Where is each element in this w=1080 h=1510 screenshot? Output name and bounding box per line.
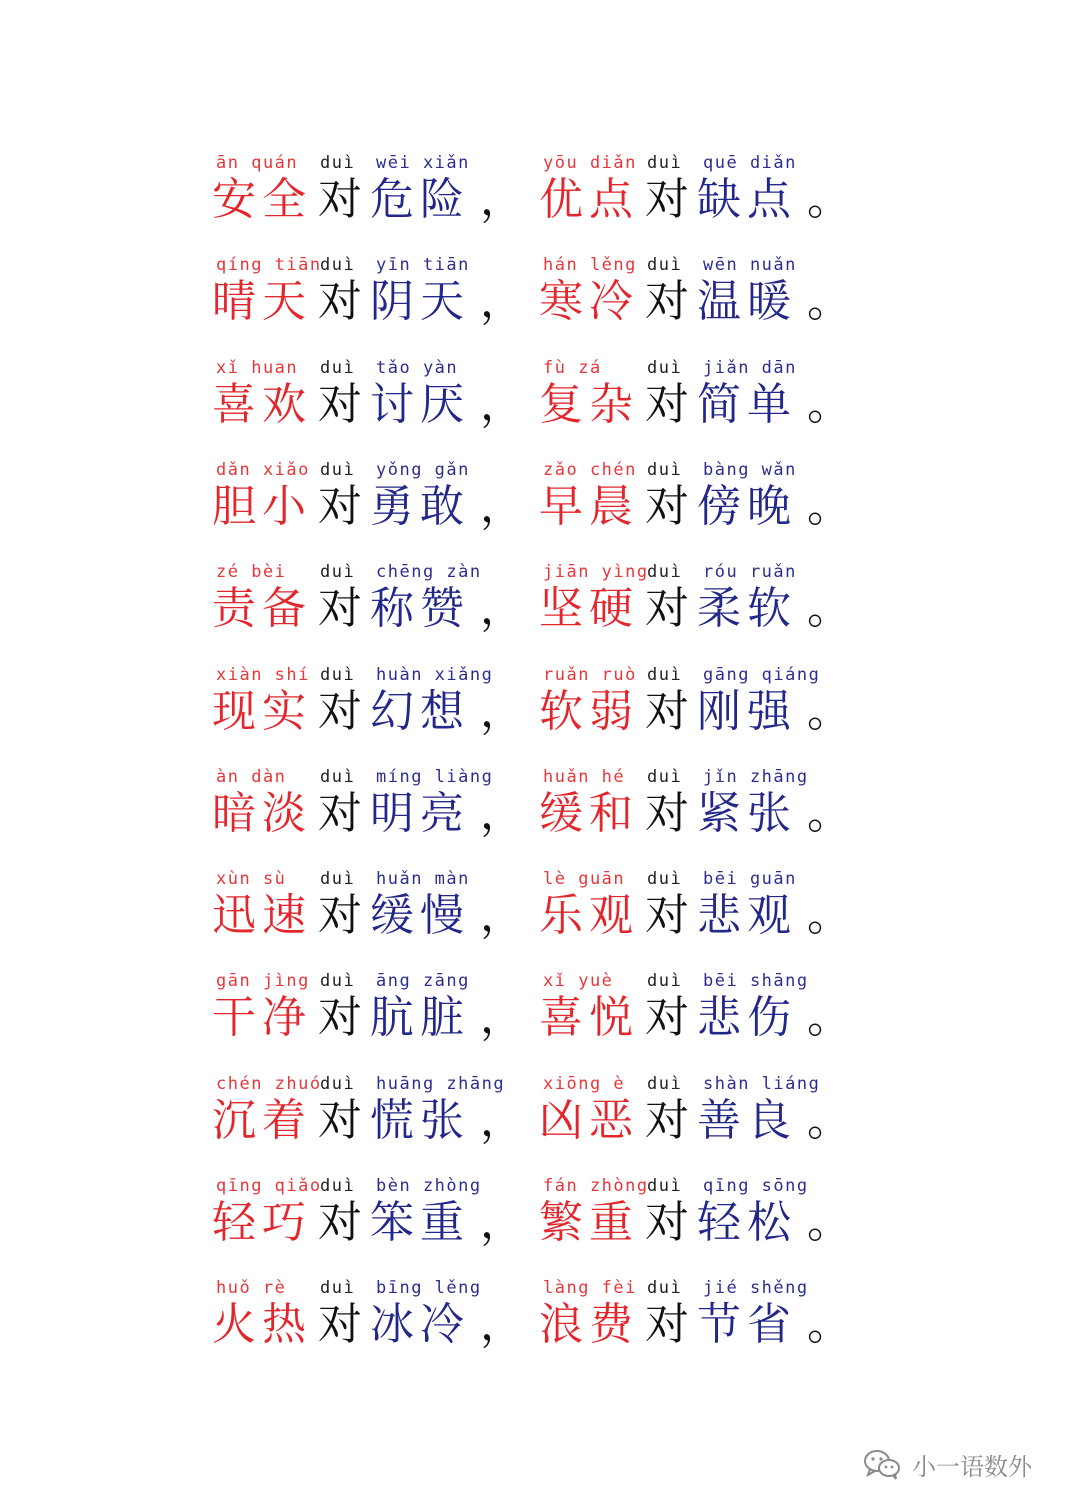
word-a: 软弱 [539,686,639,737]
antonym-pair-left [210,459,530,539]
dui-char: 对 [645,686,695,737]
pinyin-word-b: míng liàng [376,767,494,787]
dui-char: 对 [645,890,695,941]
antonym-row [210,1175,870,1255]
pinyin-word-b: jǐn zhāng [703,767,809,787]
dui-char: 对 [645,1299,695,1350]
word-a: 喜悦 [539,992,639,1043]
punctuation: ， [480,276,530,327]
dui-char: 对 [318,583,368,634]
pinyin-word-a: yōu diǎn [543,153,637,173]
pinyin-word-a: fán zhòng [543,1176,649,1196]
word-a: 责备 [212,583,312,634]
word-b: 勇敢 [370,481,470,532]
antonym-pair-left [210,152,530,232]
antonym-pair-right [537,1277,857,1357]
dui-char: 对 [318,1299,368,1350]
pinyin-word-a: hán lěng [543,255,637,275]
antonym-pair-left [210,664,530,744]
dui-char: 对 [318,788,368,839]
word-b: 幻想 [370,686,470,737]
watermark [862,1446,1032,1482]
pinyin-word-a: làng fèi [543,1278,637,1298]
pinyin-word-a: xǐ yuè [543,971,614,991]
antonym-pair-right [537,970,857,1050]
punctuation: 。 [807,890,857,941]
pinyin-dui: duì [320,562,356,582]
dui-char: 对 [645,1095,695,1146]
word-a: 喜欢 [212,379,312,430]
antonym-pair-right [537,152,857,232]
pinyin-word-b: huàn xiǎng [376,665,494,685]
dui-char: 对 [318,1095,368,1146]
antonym-pair-right [537,254,857,334]
punctuation: ， [480,583,530,634]
word-b: 肮脏 [370,992,470,1043]
pinyin-word-a: zǎo chén [543,460,637,480]
punctuation: 。 [807,1197,857,1248]
punctuation: 。 [807,583,857,634]
antonym-pair-right [537,664,857,744]
dui-char: 对 [645,583,695,634]
word-b: 刚强 [697,686,797,737]
dui-char: 对 [645,992,695,1043]
word-a: 繁重 [539,1197,639,1248]
pinyin-word-a: huǒ rè [216,1278,287,1298]
punctuation: 。 [807,481,857,532]
pinyin-word-b: huāng zhāng [376,1074,506,1094]
dui-char: 对 [318,1197,368,1248]
word-b: 缓慢 [370,890,470,941]
punctuation: 。 [807,276,857,327]
word-a: 坚硬 [539,583,639,634]
antonym-row [210,1073,870,1153]
antonym-pair-right [537,1175,857,1255]
pinyin-word-b: jié shěng [703,1278,809,1298]
punctuation: 。 [807,1299,857,1350]
word-a: 胆小 [212,481,312,532]
antonym-pair-left [210,561,530,641]
pinyin-word-a: xiōng è [543,1074,626,1094]
antonym-row [210,561,870,641]
punctuation: ， [480,174,530,225]
antonym-pair-right [537,561,857,641]
pinyin-dui: duì [320,153,356,173]
word-a: 干净 [212,992,312,1043]
punctuation: 。 [807,992,857,1043]
dui-char: 对 [645,788,695,839]
word-a: 晴天 [212,276,312,327]
dui-char: 对 [645,276,695,327]
pinyin-dui: duì [647,1074,683,1094]
dui-char: 对 [645,481,695,532]
antonym-row [210,1277,870,1357]
pinyin-dui: duì [320,971,356,991]
pinyin-word-a: jiān yìng [543,562,649,582]
pinyin-word-b: chēng zàn [376,562,482,582]
pinyin-word-a: chén zhuó [216,1074,322,1094]
word-b: 悲伤 [697,992,797,1043]
pinyin-word-a: huǎn hé [543,767,626,787]
word-b: 紧张 [697,788,797,839]
pinyin-word-b: qīng sōng [703,1176,809,1196]
antonym-pair-left [210,1073,530,1153]
punctuation: 。 [807,788,857,839]
punctuation: 。 [807,686,857,737]
pinyin-word-b: bèn zhòng [376,1176,482,1196]
antonym-pair-left [210,970,530,1050]
word-a: 优点 [539,174,639,225]
word-a: 火热 [212,1299,312,1350]
pinyin-dui: duì [647,767,683,787]
antonym-row [210,254,870,334]
antonym-row [210,152,870,232]
pinyin-dui: duì [320,255,356,275]
punctuation: ， [480,1197,530,1248]
word-b: 讨厌 [370,379,470,430]
pinyin-dui: duì [320,869,356,889]
punctuation: ， [480,992,530,1043]
pinyin-word-b: wēn nuǎn [703,255,797,275]
pinyin-word-a: qīng qiǎo [216,1176,322,1196]
pinyin-word-b: wēi xiǎn [376,153,470,173]
punctuation: 。 [807,379,857,430]
word-a: 沉着 [212,1095,312,1146]
punctuation: ， [480,890,530,941]
word-b: 简单 [697,379,797,430]
antonym-pair-left [210,1277,530,1357]
word-b: 称赞 [370,583,470,634]
word-b: 傍晚 [697,481,797,532]
pinyin-word-a: dǎn xiǎo [216,460,310,480]
word-a: 寒冷 [539,276,639,327]
pinyin-word-a: xùn sù [216,869,287,889]
pinyin-dui: duì [647,153,683,173]
pinyin-word-b: quē diǎn [703,153,797,173]
pinyin-word-b: yǒng gǎn [376,460,470,480]
word-b: 阴天 [370,276,470,327]
punctuation: ， [480,1095,530,1146]
word-a: 缓和 [539,788,639,839]
pinyin-word-a: àn dàn [216,767,287,787]
antonym-pair-right [537,766,857,846]
punctuation: ， [480,379,530,430]
pinyin-dui: duì [647,562,683,582]
pinyin-word-a: xǐ huan [216,358,299,378]
antonym-pair-left [210,254,530,334]
antonym-row [210,459,870,539]
word-b: 善良 [697,1095,797,1146]
antonym-pair-right [537,1073,857,1153]
word-a: 复杂 [539,379,639,430]
word-a: 现实 [212,686,312,737]
antonym-pair-right [537,459,857,539]
word-b: 危险 [370,174,470,225]
antonym-row [210,664,870,744]
dui-char: 对 [318,174,368,225]
pinyin-dui: duì [320,767,356,787]
wechat-icon [862,1448,902,1480]
word-b: 节省 [697,1299,797,1350]
word-b: 笨重 [370,1197,470,1248]
pinyin-word-b: yīn tiān [376,255,470,275]
pinyin-word-b: huǎn màn [376,869,470,889]
punctuation: ， [480,686,530,737]
pinyin-dui: duì [320,1176,356,1196]
punctuation: ， [480,788,530,839]
antonym-pair-left [210,766,530,846]
antonym-row [210,868,870,948]
pinyin-dui: duì [320,1074,356,1094]
pinyin-dui: duì [320,460,356,480]
antonym-pair-right [537,868,857,948]
word-a: 浪费 [539,1299,639,1350]
antonym-row [210,970,870,1050]
pinyin-dui: duì [320,358,356,378]
word-b: 悲观 [697,890,797,941]
pinyin-dui: duì [647,869,683,889]
pinyin-word-a: fù zá [543,358,602,378]
antonym-pair-left [210,868,530,948]
pinyin-dui: duì [647,1176,683,1196]
dui-char: 对 [645,379,695,430]
pinyin-dui: duì [647,255,683,275]
pinyin-word-b: tǎo yàn [376,358,459,378]
pinyin-dui: duì [647,1278,683,1298]
pinyin-word-b: gāng qiáng [703,665,821,685]
word-b: 温暖 [697,276,797,327]
pinyin-dui: duì [647,971,683,991]
dui-char: 对 [318,276,368,327]
watermark-text: 小一语数外 [912,1452,1032,1481]
word-b: 冰冷 [370,1299,470,1350]
pinyin-word-a: lè guān [543,869,626,889]
pinyin-dui: duì [647,665,683,685]
pinyin-word-b: āng zāng [376,971,470,991]
punctuation: ， [480,1299,530,1350]
dui-char: 对 [645,1197,695,1248]
antonym-row [210,357,870,437]
pinyin-word-a: gān jìng [216,971,310,991]
word-a: 暗淡 [212,788,312,839]
pinyin-dui: duì [320,1278,356,1298]
word-a: 轻巧 [212,1197,312,1248]
dui-char: 对 [318,992,368,1043]
pinyin-word-b: bàng wǎn [703,460,797,480]
word-b: 明亮 [370,788,470,839]
pinyin-word-b: róu ruǎn [703,562,797,582]
pinyin-dui: duì [647,460,683,480]
punctuation: 。 [807,1095,857,1146]
word-a: 早晨 [539,481,639,532]
pinyin-word-b: bēi shāng [703,971,809,991]
word-a: 凶恶 [539,1095,639,1146]
pinyin-word-a: xiàn shí [216,665,310,685]
dui-char: 对 [318,481,368,532]
word-a: 乐观 [539,890,639,941]
word-b: 轻松 [697,1197,797,1248]
pinyin-word-b: jiǎn dān [703,358,797,378]
dui-char: 对 [318,890,368,941]
antonym-pair-left [210,1175,530,1255]
punctuation: ， [480,481,530,532]
pinyin-word-a: qíng tiān [216,255,322,275]
pinyin-word-a: zé bèi [216,562,287,582]
pinyin-dui: duì [647,358,683,378]
antonym-pair-right [537,357,857,437]
antonym-pair-left [210,357,530,437]
pinyin-dui: duì [320,665,356,685]
word-b: 柔软 [697,583,797,634]
dui-char: 对 [318,379,368,430]
word-a: 安全 [212,174,312,225]
pinyin-word-b: bīng lěng [376,1278,482,1298]
pinyin-word-a: ruǎn ruò [543,665,637,685]
dui-char: 对 [318,686,368,737]
dui-char: 对 [645,174,695,225]
word-b: 慌张 [370,1095,470,1146]
word-b: 缺点 [697,174,797,225]
word-a: 迅速 [212,890,312,941]
pinyin-word-a: ān quán [216,153,299,173]
antonym-row [210,766,870,846]
punctuation: 。 [807,174,857,225]
pinyin-word-b: bēi guān [703,869,797,889]
pinyin-word-b: shàn liáng [703,1074,821,1094]
